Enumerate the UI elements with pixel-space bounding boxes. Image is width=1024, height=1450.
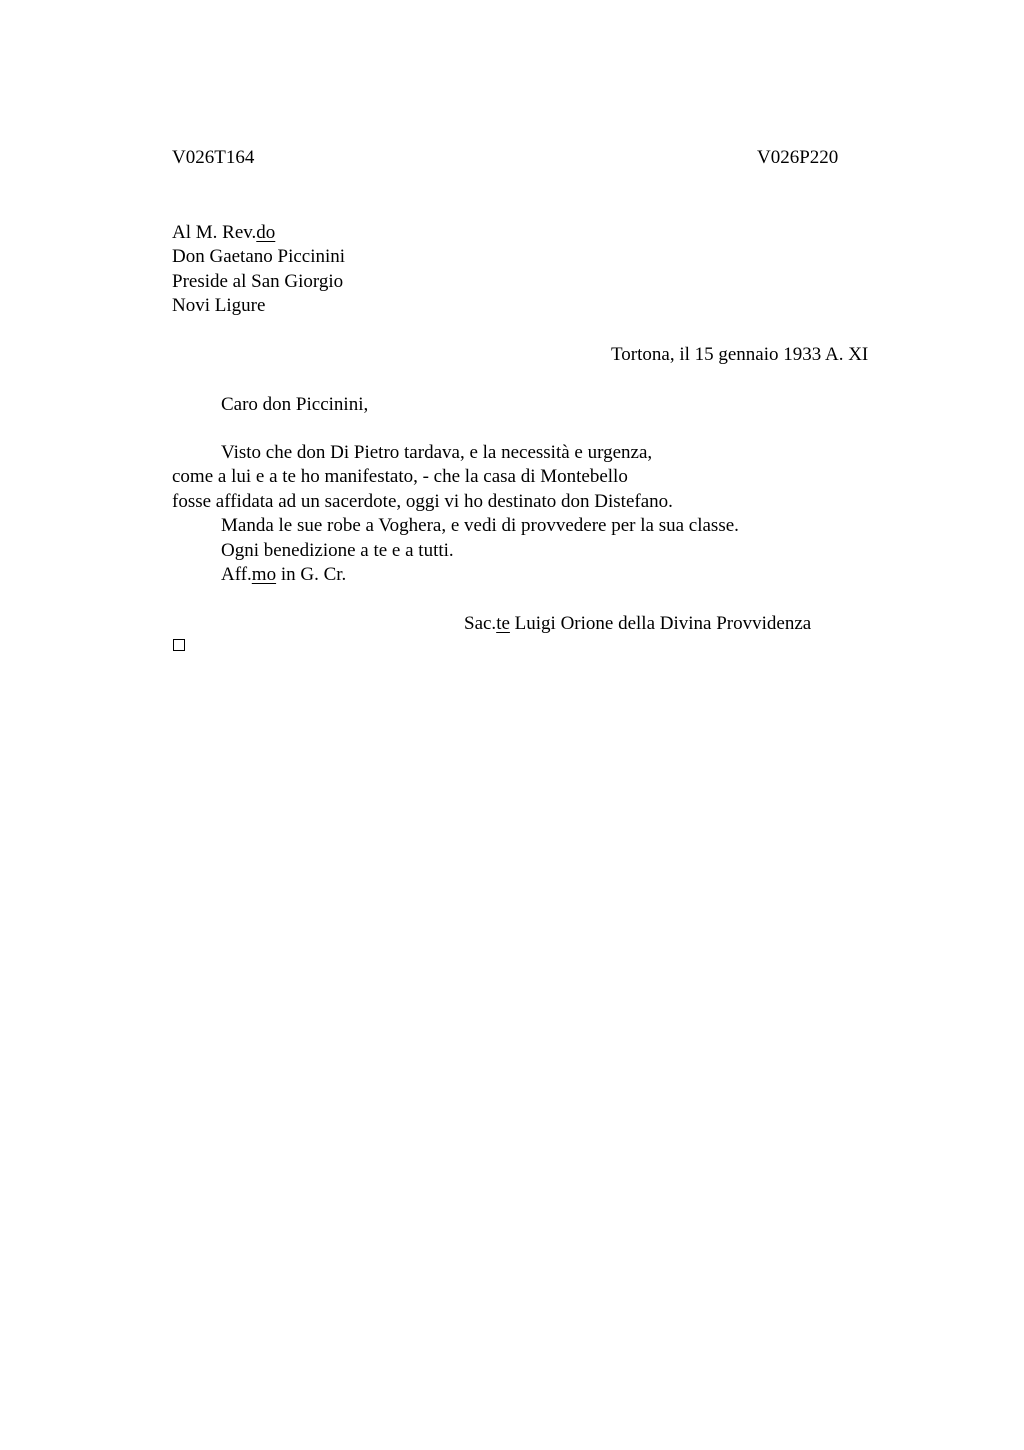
address-line-1 <box>172 221 275 245</box>
signature <box>464 612 811 636</box>
salutation: Caro don Piccinini, <box>221 394 369 415</box>
address-line-2: Don Gaetano Piccinini <box>172 246 346 267</box>
document-code-left: V026T164 <box>172 147 255 168</box>
body-line-1: Visto che don Di Pietro tardava, e la necessità e urgenza, <box>221 442 653 463</box>
checkbox-square-icon <box>173 639 185 651</box>
body-line-3: fosse affidata ad un sacerdote, oggi vi ho destinato don Distefano. <box>172 491 673 512</box>
body-line-5: Ogni benedizione a te e a tutti. <box>221 540 454 561</box>
signature-abbrev: te <box>496 613 510 634</box>
closing-abbrev: mo <box>251 564 277 585</box>
dateline: Tortona, il 15 gennaio 1933 A. XI <box>611 344 869 365</box>
body-line-4: Manda le sue robe a Voghera, e vedi di provvedere per la sua classe. <box>221 515 739 536</box>
closing-rest: in G. Cr. <box>276 564 347 585</box>
address-line-4: Novi Ligure <box>172 295 266 316</box>
address-line-3: Preside al San Giorgio <box>172 271 344 292</box>
address-title: Al M. Rev. <box>172 222 257 243</box>
body-line-2: come a lui e a te ho manifestato, - che la casa di Montebello <box>172 466 628 487</box>
signature-rest: Luigi Orione della Divina Provvidenza <box>509 613 812 634</box>
address-title-abbrev: do <box>256 222 276 243</box>
closing <box>221 563 346 587</box>
closing-prefix: Aff. <box>221 564 252 585</box>
document-code-right: V026P220 <box>757 147 839 168</box>
signature-prefix: Sac. <box>464 613 497 634</box>
